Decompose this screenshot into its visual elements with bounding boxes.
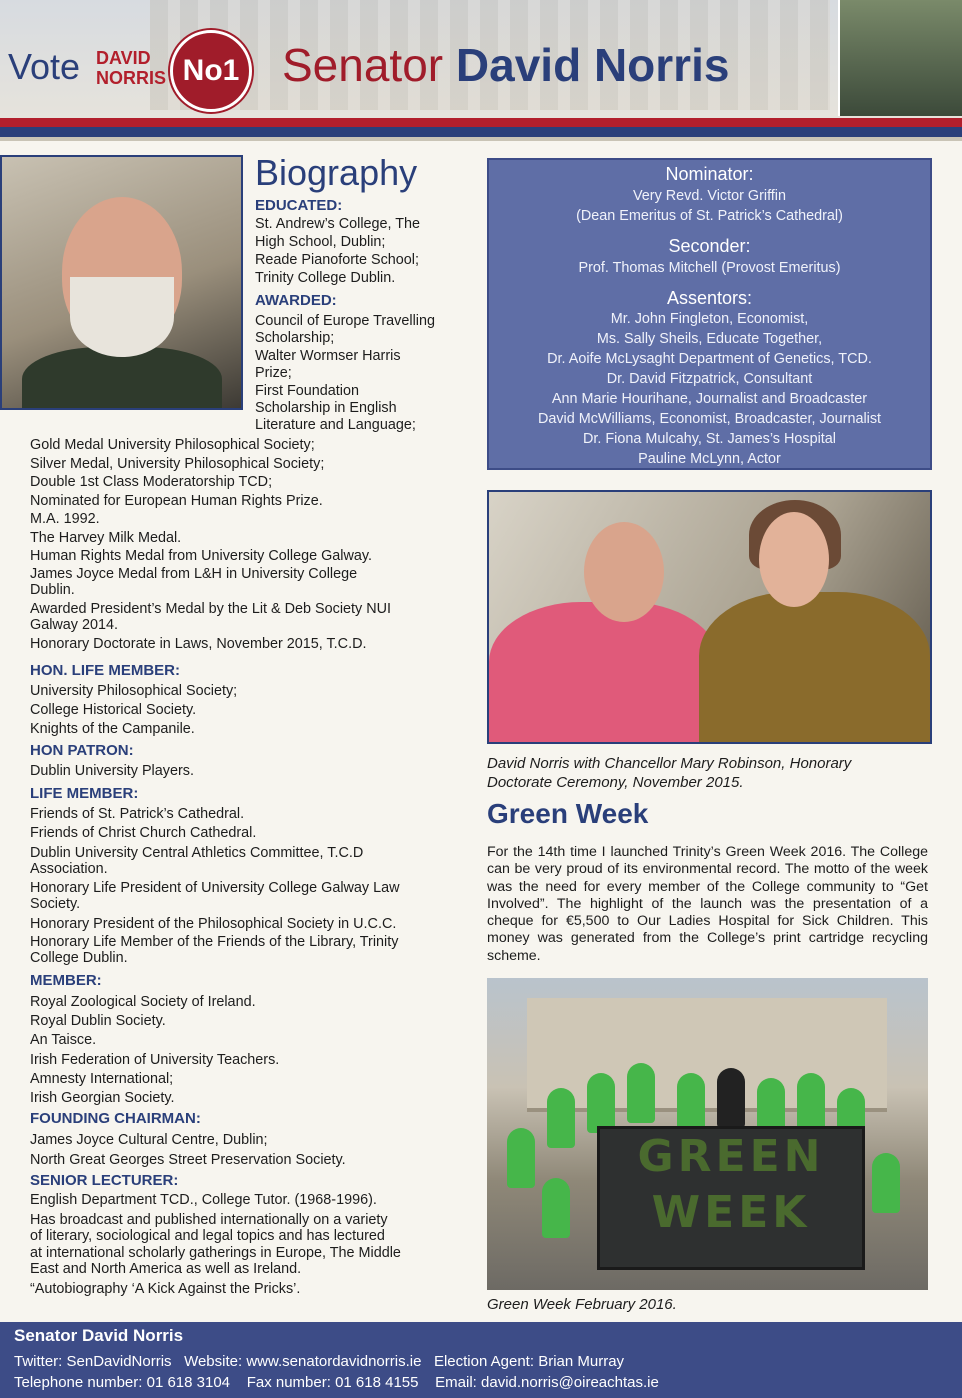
sign-line-2: WEEK xyxy=(651,1187,811,1238)
ceremony-caption xyxy=(487,754,851,792)
list-item: of literary, sociological and legal topics and has lectured xyxy=(30,1228,385,1244)
list-item: Amnesty International; xyxy=(30,1070,174,1087)
hon-life-member-list xyxy=(30,682,237,739)
list-item: High School, Dublin; xyxy=(255,234,386,250)
list-item: An Taisce. xyxy=(30,1032,97,1049)
list-item: North Great Georges Street Preservation Society. xyxy=(30,1152,346,1168)
list-item: Society. xyxy=(30,896,81,912)
awarded-heading: AWARDED: xyxy=(255,292,337,309)
photo-person xyxy=(872,1153,900,1213)
educated-heading: EDUCATED: xyxy=(255,197,343,214)
green-week-photo xyxy=(487,978,928,1290)
list-item: College Historical Society. xyxy=(30,702,197,718)
list-item: Friends of Christ Church Cathedral. xyxy=(30,824,257,841)
list-item: Galway 2014. xyxy=(30,616,118,633)
footer-contact-bar xyxy=(0,1322,962,1398)
list-item: Irish Georgian Society. xyxy=(30,1090,175,1107)
biography-portrait-photo xyxy=(0,155,243,410)
list-item: East and North America as well as Ireland. xyxy=(30,1261,302,1277)
awarded-list-wide xyxy=(30,436,391,653)
member-heading: MEMBER: xyxy=(30,972,102,989)
ceremony-photo xyxy=(487,490,932,744)
list-item: Nominated for European Human Rights Prize. xyxy=(30,492,323,509)
photo-face-2 xyxy=(759,512,829,607)
list-item: Literature and Language; xyxy=(255,417,416,433)
list-item: Association. xyxy=(30,861,108,877)
hon-life-member-heading: HON. LIFE MEMBER: xyxy=(30,662,180,679)
list-item: Walter Wormser Harris xyxy=(255,348,401,364)
list-item: Gold Medal University Philosophical Society; xyxy=(30,437,315,453)
photo-person xyxy=(547,1088,575,1148)
phone-label: Telephone number: xyxy=(14,1374,143,1391)
fax-number: 01 618 4155 xyxy=(335,1374,419,1391)
list-item: Prize; xyxy=(255,365,292,381)
photo-person xyxy=(717,1068,745,1128)
list-item: Dublin University Central Athletics Committee, T.C.D xyxy=(30,845,364,861)
green-week-sign xyxy=(597,1126,865,1270)
list-item: James Joyce Medal from L&H in University College xyxy=(30,565,358,582)
photo-person xyxy=(627,1063,655,1123)
photo-person xyxy=(542,1178,570,1238)
list-item: The Harvey Milk Medal. xyxy=(30,529,182,546)
life-member-heading: LIFE MEMBER: xyxy=(30,785,139,802)
photo-face-1 xyxy=(584,522,664,622)
fax-label: Fax number: xyxy=(246,1374,331,1391)
caption-line: Doctorate Ceremony, November 2015. xyxy=(487,774,744,791)
nominator-line: Very Revd. Victor Griffin xyxy=(632,188,787,204)
list-item: Honorary Life Member of the Friends of the Library, Trinity xyxy=(30,933,399,950)
list-item: Silver Medal, University Philosophical Society; xyxy=(30,455,325,472)
educated-list xyxy=(255,216,420,287)
headline xyxy=(282,38,729,92)
portrait-beard xyxy=(70,277,174,357)
header-portrait-photo xyxy=(838,0,962,116)
twitter-handle[interactable]: SenDavidNorris xyxy=(66,1353,172,1370)
list-item: University Philosophical Society; xyxy=(30,683,238,699)
list-item: Council of Europe Travelling xyxy=(255,313,435,329)
assentor-line: David McWilliams, Economist, Broadcaster, Journalist xyxy=(537,411,882,427)
no1-badge: No1 xyxy=(170,30,252,112)
hon-patron-heading: HON PATRON: xyxy=(30,742,134,759)
nominator-line: (Dean Emeritus of St. Patrick’s Cathedral) xyxy=(576,208,843,224)
election-agent-label: Election Agent: xyxy=(433,1353,535,1370)
list-item: Scholarship in English xyxy=(255,400,397,416)
vote-label: Vote xyxy=(8,46,81,87)
assentor-line: Dr. David Fitzpatrick, Consultant xyxy=(606,371,813,387)
photo-gold-gown xyxy=(699,592,930,744)
list-item: M.A. 1992. xyxy=(30,511,100,527)
assentor-line: Ms. Sally Sheils, Educate Together, xyxy=(596,331,823,347)
list-item: Trinity College Dublin. xyxy=(255,270,396,286)
name-line-2: NORRIS xyxy=(96,68,167,88)
life-member-list xyxy=(30,805,400,966)
list-item: Reade Pianoforte School; xyxy=(255,252,420,268)
list-item: “Autobiography ‘A Kick Against the Pricks’. xyxy=(30,1280,301,1297)
green-week-title: Green Week xyxy=(487,798,649,829)
website-link[interactable]: www.senatordavidnorris.ie xyxy=(246,1353,422,1370)
green-week-caption: Green Week February 2016. xyxy=(487,1296,677,1313)
list-item: Scholarship; xyxy=(255,330,335,346)
founding-chairman-heading: FOUNDING CHAIRMAN: xyxy=(30,1110,201,1127)
green-week-body: For the 14th time I launched Trinity’s Green Week 2016. The College can be very proud of its environmental record. The motto of the week was the need for every member of the College community to “Get Involved”. The highlight of the launch was the presentation of a cheque for €5,500 to Our Ladies Hospital for Sick Children. This money was generated from the College’s print cartridge recycling scheme. xyxy=(487,844,928,964)
photo-person xyxy=(507,1128,535,1188)
biography-title: Biography xyxy=(255,152,418,193)
list-item: College Dublin. xyxy=(30,949,128,966)
founding-chairman-list xyxy=(30,1130,346,1170)
list-item: Royal Dublin Society. xyxy=(30,1013,166,1030)
footer-line-1 xyxy=(14,1353,624,1370)
list-item: Double 1st Class Moderatorship TCD; xyxy=(30,474,273,490)
senior-lecturer-heading: SENIOR LECTURER: xyxy=(30,1172,179,1189)
header-banner xyxy=(0,0,962,118)
list-item: James Joyce Cultural Centre, Dublin; xyxy=(30,1132,268,1148)
list-item: Honorary President of the Philosophical Society in U.C.C. xyxy=(30,916,397,932)
email-label: Email: xyxy=(435,1374,477,1391)
photo-pink-gown xyxy=(489,602,719,744)
hon-patron-list xyxy=(30,763,194,780)
divider xyxy=(0,137,962,141)
list-item: Awarded President’s Medal by the Lit & Deb Society NUI xyxy=(30,600,392,617)
senior-lecturer-list xyxy=(30,1192,401,1297)
name-line-1: DAVID xyxy=(96,48,151,68)
photo-person xyxy=(587,1073,615,1133)
assentor-line: Dr. Aoife McLysaght Department of Genetics, TCD. xyxy=(547,351,872,367)
blue-stripe xyxy=(0,127,962,137)
assentor-line: Ann Marie Hourihane, Journalist and Broadcaster xyxy=(551,391,868,407)
list-item: Friends of St. Patrick’s Cathedral. xyxy=(30,806,245,822)
list-item: English Department TCD., College Tutor. (1968-1996). xyxy=(30,1192,377,1208)
email-link[interactable]: david.norris@oireachtas.ie xyxy=(481,1374,659,1391)
list-item: at international scholarly gatherings in Europe, The Middle xyxy=(30,1244,401,1261)
assentor-line: Mr. John Fingleton, Economist, xyxy=(610,311,809,327)
seconder-heading: Seconder: xyxy=(668,236,751,256)
nominator-heading: Nominator: xyxy=(665,164,754,184)
nominations-box xyxy=(487,158,932,470)
list-item: Irish Federation of University Teachers. xyxy=(30,1051,280,1068)
list-item: Royal Zoological Society of Ireland. xyxy=(30,994,256,1010)
list-item: Dublin. xyxy=(30,581,75,598)
website-label: Website: xyxy=(184,1353,243,1370)
assentor-line: Dr. Fiona Mulcahy, St. James’s Hospital xyxy=(583,431,836,447)
phone-number[interactable]: 01 618 3104 xyxy=(146,1374,231,1391)
sign-line-1: GREEN xyxy=(637,1131,825,1182)
red-stripe xyxy=(0,118,962,127)
photo-building xyxy=(527,998,887,1112)
awarded-list-narrow xyxy=(255,313,435,434)
list-item: Knights of the Campanile. xyxy=(30,721,195,737)
headline-title: Senator xyxy=(282,39,444,91)
photo-person xyxy=(677,1073,705,1133)
assentor-line: Pauline McLynn, Actor xyxy=(638,451,781,467)
list-item: Dublin University Players. xyxy=(30,763,194,779)
assentors-heading: Assentors: xyxy=(666,288,753,308)
twitter-label: Twitter: xyxy=(14,1353,63,1370)
footer-line-2 xyxy=(14,1374,659,1391)
list-item: Honorary Life President of University College Galway Law xyxy=(30,880,400,896)
list-item: St. Andrew’s College, The xyxy=(255,216,421,232)
headline-name: David Norris xyxy=(455,39,730,91)
caption-line: David Norris with Chancellor Mary Robinson, Honorary xyxy=(487,755,852,772)
list-item: Honorary Doctorate in Laws, November 2015, T.C.D. xyxy=(30,635,367,652)
list-item: First Foundation xyxy=(255,383,359,399)
footer-title: Senator David Norris xyxy=(14,1326,184,1345)
member-list xyxy=(30,993,279,1108)
list-item: Has broadcast and published internationally on a variety xyxy=(30,1211,388,1228)
election-agent-name: Brian Murray xyxy=(538,1353,625,1370)
candidate-small-name xyxy=(96,48,166,88)
list-item: Human Rights Medal from University College Galway. xyxy=(30,548,373,564)
photo-person xyxy=(797,1073,825,1133)
seconder-line: Prof. Thomas Mitchell (Provost Emeritus) xyxy=(578,260,841,276)
